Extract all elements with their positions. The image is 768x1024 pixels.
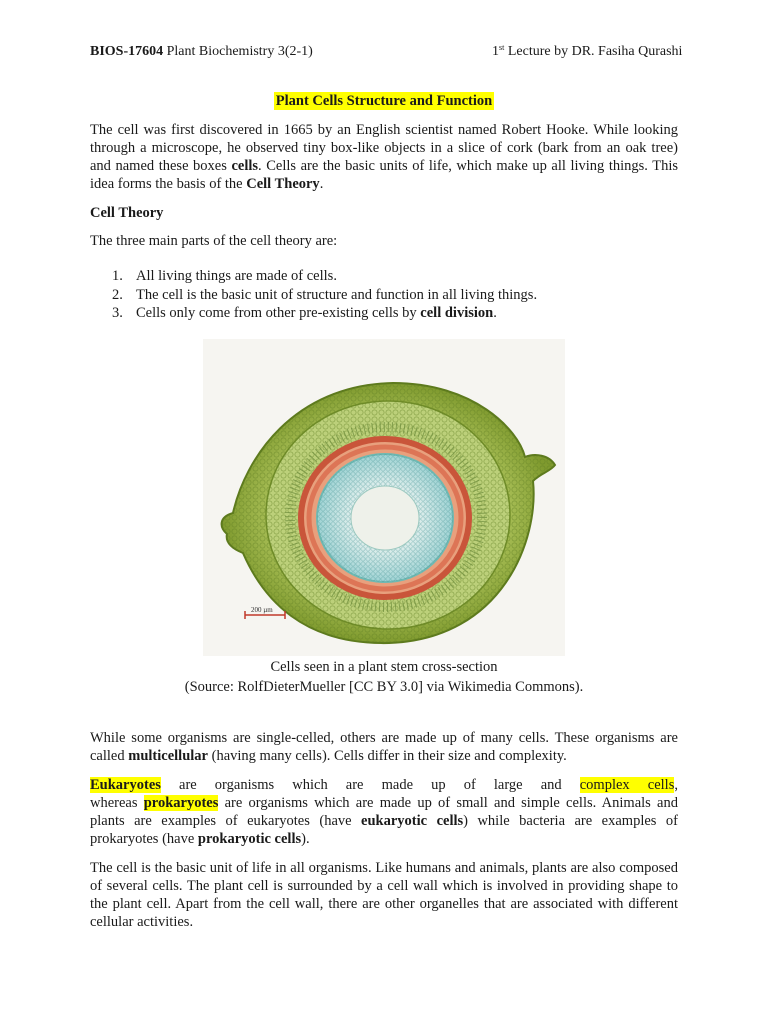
list-item: 3. Cells only come from other pre-existing cells by cell division. bbox=[112, 305, 497, 321]
cell-theory-heading: Cell Theory bbox=[90, 205, 164, 221]
lecture-author: Lecture by DR. Fasiha Qurashi bbox=[507, 44, 683, 59]
intro-text-1: The cell was first discovered in 1665 by an English scientist named Robert Hooke. While looking through a microscope, he observed tiny box-like objects in a slice of cork (bark from an oak tree) and named these boxes bbox=[90, 122, 678, 174]
bold-eukaryotic-cells: eukaryotic cells bbox=[361, 813, 464, 829]
pith bbox=[351, 486, 419, 550]
figure-caption-line-1: Cells seen in a plant stem cross-section bbox=[270, 659, 498, 675]
intro-text-2: . Cells are the basic units of life, which make up all living things. This idea forms the basis of the bbox=[90, 158, 678, 192]
lecture-ordinal: st bbox=[499, 43, 505, 52]
plant-cell-paragraph: The cell is the basic unit of life in all organisms. Like humans and animals, plants are also composed of several cells. The plant cell is surrounded by a cell wall which is involved in providing shape to the plant cell. Apart from the cell wall, there are other organelles that are associated with different cellular activities. bbox=[90, 860, 678, 930]
title-row bbox=[0, 92, 768, 110]
list-item: 2. The cell is the basic unit of structure and function in all living things. bbox=[112, 286, 538, 303]
bold-prokaryotic-cells: prokaryotic cells bbox=[197, 831, 302, 847]
cell-theory-list bbox=[112, 267, 672, 323]
eukaryotes-paragraph bbox=[90, 776, 678, 848]
lecture-number: 1 bbox=[492, 44, 499, 59]
intro-bold-cell-theory: Cell Theory bbox=[246, 176, 320, 192]
multicellular-paragraph: While some organisms are single-celled, others are made up of many cells. These organisms are called multicellular (having many cells). Cells differ in their size and complexity. bbox=[90, 730, 678, 764]
cell-theory-lead: The three main parts of the cell theory are: bbox=[90, 233, 338, 249]
highlight-eukaryotes: Eukaryotes bbox=[90, 777, 161, 793]
lecture-info bbox=[492, 44, 682, 60]
course-code: BIOS-17604 bbox=[90, 44, 164, 59]
bold-multicellular: multicellular bbox=[128, 748, 208, 764]
list-item: 1. All living things are made of cells. bbox=[112, 268, 337, 284]
eukaryotes-line-1: Eukaryotes are organisms which are made up of large and complex cells, bbox=[90, 777, 678, 793]
figure-caption-line-2: (Source: RolfDieterMueller [CC BY 3.0] via Wikimedia Commons). bbox=[184, 679, 584, 695]
course-info bbox=[90, 44, 313, 60]
stem-micrograph bbox=[203, 339, 565, 656]
eukaryotes-rest: whereas prokaryotes are organisms which are made up of small and simple cells. Animals and plants are examples of eukaryotes (have eukaryotic cells) while bacteria are examples of prokaryotes (have prokaryotic cells). bbox=[90, 795, 678, 847]
stem-cross-section-image bbox=[203, 339, 565, 656]
intro-bold-cells: cells bbox=[231, 158, 259, 174]
intro-paragraph bbox=[90, 121, 678, 193]
highlight-prokaryotes: prokaryotes bbox=[143, 795, 219, 811]
intro-text-3: . bbox=[319, 176, 324, 192]
course-name: Plant Biochemistry 3(2-1) bbox=[166, 44, 313, 59]
document-title: Plant Cells Structure and Function bbox=[275, 93, 493, 109]
page-header bbox=[90, 43, 683, 66]
scale-bar-label: 200 µm bbox=[251, 606, 273, 614]
highlight-complex-cells: complex cells bbox=[579, 777, 675, 793]
